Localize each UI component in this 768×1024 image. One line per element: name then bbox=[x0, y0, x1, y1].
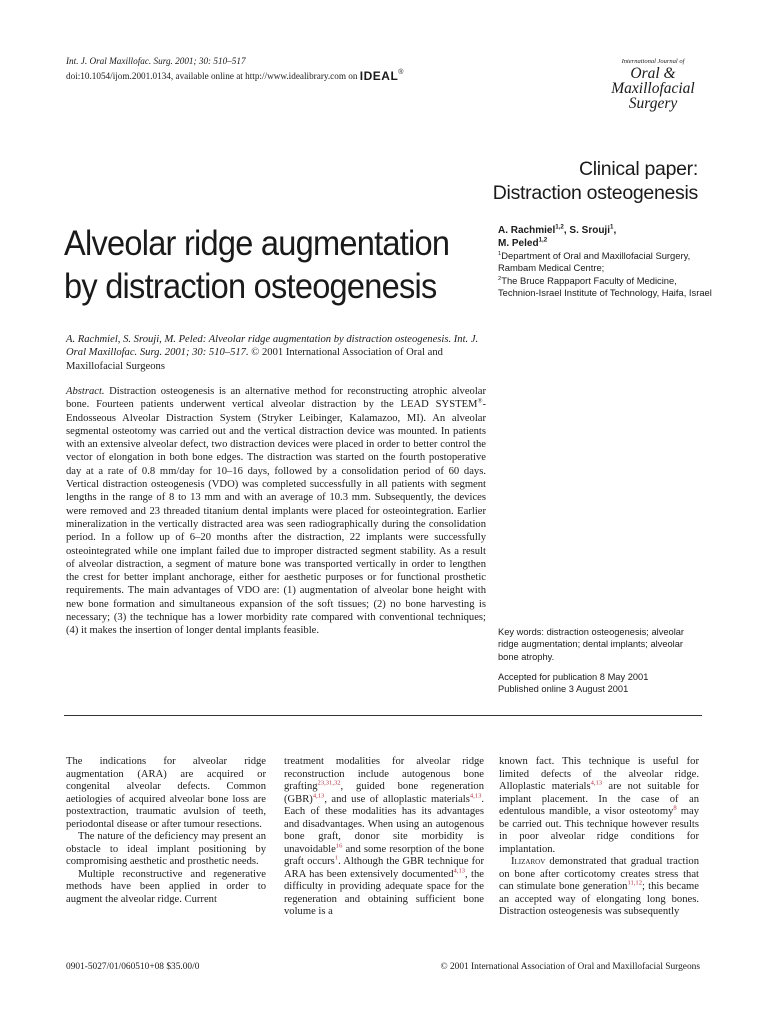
text-run: demonstrated that gradual traction on bone after corticotomy creates stress that can stimulate bone generation bbox=[499, 856, 699, 892]
text-run: and some resorption of the bone graft occurs bbox=[284, 843, 484, 867]
citation-ref[interactable]: 4,13 bbox=[469, 791, 482, 799]
author-name-smallcaps: Ilizarov bbox=[511, 856, 546, 867]
ideal-logo-text: IDEAL bbox=[359, 69, 399, 83]
author-1: A. Rachmiel bbox=[498, 225, 556, 236]
footer-code: 0901-5027/01/060510+08 $35.00/0 bbox=[66, 962, 200, 972]
text-run: , the difficulty in providing adequate space for the regeneration and obtaining sufficient bone volume is a bbox=[284, 868, 484, 917]
citation-ref[interactable]: 23,31,32 bbox=[317, 779, 341, 787]
affiliation-2 bbox=[498, 275, 713, 300]
journal-logo-line3: Surgery bbox=[628, 95, 678, 112]
citation-ref[interactable]: 8 bbox=[673, 804, 677, 812]
authors-affiliations bbox=[498, 224, 713, 300]
journal-logo bbox=[604, 58, 702, 111]
body-paragraph: Multiple reconstructive and regenerative methods have been applied in order to augment the alveolar ridge. Current bbox=[66, 868, 266, 905]
text-run: , guided bone regeneration (GBR) bbox=[284, 781, 484, 805]
accepted-date: Accepted for publication 8 May 2001 bbox=[498, 672, 649, 682]
section-divider bbox=[64, 715, 702, 716]
text-run: . Although the GBR technique for ARA has been extensively documented bbox=[284, 856, 485, 880]
ideal-logo bbox=[360, 67, 404, 82]
journal-logo-small: International Journal of bbox=[621, 58, 685, 65]
paper-type-line2: Distraction osteogenesis bbox=[492, 182, 698, 204]
affiliation-1 bbox=[498, 250, 713, 275]
citation-ref[interactable]: 1 bbox=[334, 854, 339, 862]
abstract-text-b: -Endosseous Alveolar Distraction System (Stryker Leibinger, Kalamazoo, MI). An alveolar segmental osteotomy was carried out and the vertical distraction device was mounted. In patients with an extensive alveolar defect, two distraction devices were placed in order to better control the vector of elongation in both bone edges. The distraction was started on the fourth postoperative day at a rate of 0.8 mm/day for 10–16 days, followed by a consolidation period of 60 days. Vertical distraction osteogenesis (VDO) was completed successfully in all patients with segment lengths in the range of 8 to 13 mm and with an average of 10.3 mm. Subsequently, the devices were removed and 23 threaded titanium dental implants were placed for osteointegration. Earlier mineralization in the vertically distracted area was seen radiographically during the consolidation period. In a follow up of 6–20 months after the distraction, 22 implants were successfully osteointegrated while one implant failed due to improper distracted segment stability. As a result of alveolar distraction, a segment of mature bone was transported vertically in order to lengthen the crest for better implant anchorage, either for aesthetic purposes or for functional prosthetic requirements. The main advantages of VDO are: (1) augmentation of alveolar bone height with new bone formation and simultaneous expansion of the soft tissues; (2) no bone harvesting is necessary; (3) the technique has a lower morbidity rate compared with conventional techniques; (4) it makes the insertion of longer dental implants feasible. bbox=[66, 399, 486, 637]
text-run: . Each of these modalities has its advantages and disadvantages. When using an autogenous bone graft, donor site morbidity is unavoidable bbox=[284, 793, 484, 855]
text-run: treatment modalities for alveolar ridge reconstruction include autogenous bone grafting bbox=[284, 756, 484, 792]
article-title: Alveolar ridge augmentation by distraction osteogenesis bbox=[64, 224, 450, 306]
citation-ref[interactable]: 4,13 bbox=[453, 866, 465, 874]
publication-dates bbox=[498, 671, 708, 696]
author-3: M. Peled bbox=[498, 238, 539, 249]
body-paragraph bbox=[284, 756, 484, 919]
author-names bbox=[498, 224, 713, 250]
published-date: Published online 3 August 2001 bbox=[498, 684, 629, 695]
citation-block bbox=[66, 333, 486, 373]
abstract-label: Abstract. bbox=[66, 386, 105, 397]
body-column-1 bbox=[66, 756, 266, 906]
affiliation-1-marker: 1 bbox=[498, 250, 502, 257]
affiliation-2-text: The Bruce Rappaport Faculty of Medicine, Technion-Israel Institute of Technology, Haifa, Israel bbox=[498, 274, 712, 299]
body-paragraph: The indications for alveolar ridge augmentation (ARA) are acquired or congenital alveolar defects. Common aetiologies of acquired alveolar bone loss are postextraction, traumatic avulsion of teeth, periodontal disease or after tumour resections. bbox=[66, 756, 266, 830]
abstract-text-a: Distraction osteogenesis is an alternative method for reconstructing atrophic alveolar bone. Fourteen patients underwent vertical alveolar distraction by the LEAD SYSTEM bbox=[66, 386, 486, 411]
registered-mark: ® bbox=[477, 397, 483, 405]
citation-copyright: © 2001 International Association of Oral and Maxillofacial Surgeons bbox=[66, 347, 443, 372]
citation-ref[interactable]: 16 bbox=[335, 841, 343, 849]
affiliation-1-text: Department of Oral and Maxillofacial Surgery, Rambam Medical Centre; bbox=[498, 250, 691, 274]
text-run: may be carried out. This technique however results in poor alveolar ridge conditions for implantation. bbox=[499, 806, 700, 855]
body-paragraph bbox=[499, 856, 699, 919]
paper-type bbox=[493, 157, 698, 205]
footer-copyright: © 2001 International Association of Oral and Maxillofacial Surgeons bbox=[440, 962, 700, 972]
body-paragraph: The nature of the deficiency may present an obstacle to ideal implant positioning by compromising aesthetic and prosthetic needs. bbox=[66, 831, 266, 867]
abstract bbox=[66, 385, 486, 638]
text-run: known fact. This technique is useful for limited defects of the alveolar ridge. Alloplastic materials bbox=[499, 756, 699, 792]
body-column-3 bbox=[499, 756, 699, 919]
doi-line bbox=[66, 67, 404, 82]
affiliation-2-marker: 2 bbox=[498, 275, 502, 282]
author-2: , S. Srouji bbox=[563, 225, 610, 236]
ideal-logo-registered-mark: ® bbox=[398, 69, 404, 76]
author-separator: , bbox=[613, 225, 617, 236]
citation-ref[interactable]: 4,13 bbox=[312, 791, 325, 799]
citation-ref[interactable]: 4,13 bbox=[590, 779, 603, 787]
author-2-affil: 1 bbox=[609, 223, 614, 231]
journal-reference: Int. J. Oral Maxillofac. Surg. 2001; 30: 510–517 bbox=[66, 56, 246, 66]
paper-type-line1: Clinical paper: bbox=[578, 158, 698, 180]
citation-text: A. Rachmiel, S. Srouji, M. Peled: Alveolar ridge augmentation by distraction osteogenesis. Int. J. Oral Maxillofac. Surg. 2001; 30: 510–517. bbox=[66, 334, 479, 359]
text-run: are not suitable for implant placement. In the case of an edentulous mandible, a visor osteotomy bbox=[499, 781, 699, 817]
journal-logo-line1: Oral & bbox=[630, 65, 676, 82]
body-paragraph bbox=[499, 756, 699, 856]
doi-text: doi:10.1054/ijom.2001.0134, available online at http://www.idealibrary.com on bbox=[66, 71, 358, 81]
text-run: , and use of alloplastic materials bbox=[324, 793, 470, 805]
body-column-2 bbox=[284, 756, 484, 919]
keywords: Key words: distraction osteogenesis; alveolar ridge augmentation; dental implants; alveolar bone atrophy. bbox=[498, 627, 685, 662]
journal-logo-line2: Maxillofacial bbox=[611, 80, 695, 97]
author-3-affil: 1,2 bbox=[538, 236, 548, 244]
text-run: ; this became an accepted way of elongating long bones. Distraction osteogenesis was subsequently bbox=[499, 881, 699, 917]
citation-ref[interactable]: 11,12 bbox=[627, 879, 642, 887]
author-1-affil: 1,2 bbox=[555, 223, 564, 231]
running-header bbox=[66, 55, 404, 82]
